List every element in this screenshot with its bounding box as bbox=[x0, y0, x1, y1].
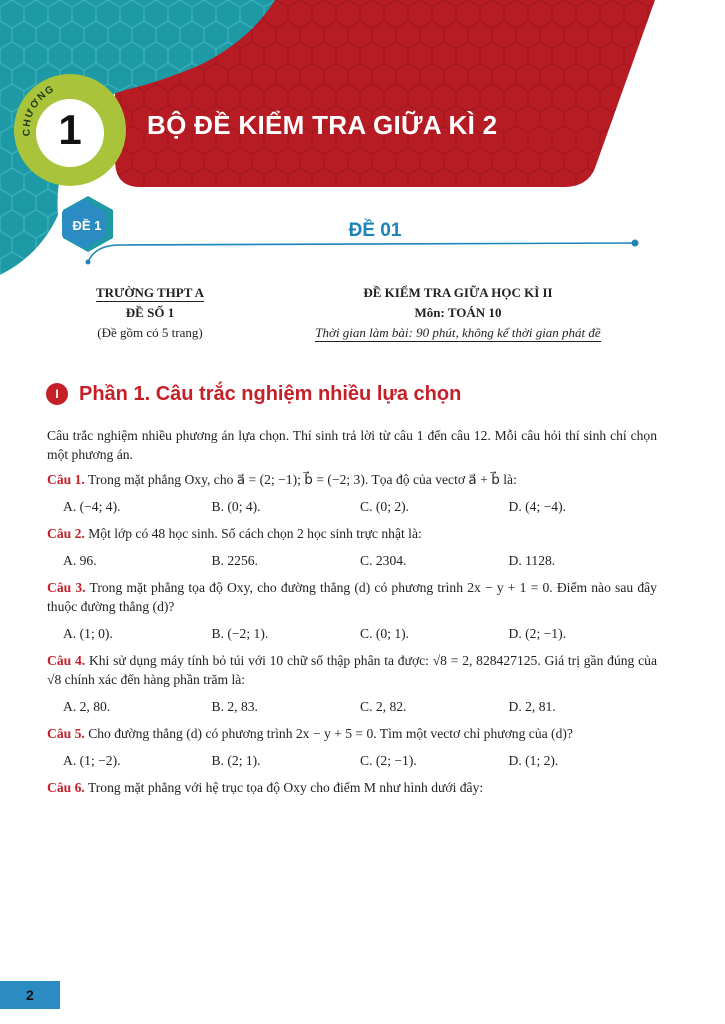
answer-option: A. 2, 80. bbox=[63, 699, 111, 714]
exam-header-left bbox=[70, 283, 230, 343]
section-heading bbox=[46, 380, 461, 408]
answer-option: D. (2; −1). bbox=[508, 626, 567, 641]
exam-name: ĐỀ KIỂM TRA GIỮA HỌC KÌ II bbox=[363, 285, 553, 300]
question-label: Câu 1. bbox=[47, 472, 85, 487]
answer-option: A. (1; −2). bbox=[63, 753, 121, 768]
question-text: Cho đường thẳng (d) có phương trình 2x − y + 5 = 0. Tìm một vectơ chỉ phương của (d)? bbox=[88, 726, 573, 741]
answer-option: B. 2256. bbox=[211, 553, 258, 568]
question-label: Câu 6. bbox=[47, 780, 85, 795]
answer-option: A. 96. bbox=[63, 553, 97, 568]
school-name: TRƯỜNG THPT A bbox=[95, 285, 205, 300]
svg-text:CHƯƠNG: CHƯƠNG bbox=[21, 83, 57, 137]
answer-option: D. 2, 81. bbox=[508, 699, 556, 714]
answer-options bbox=[63, 551, 657, 570]
question-text: Khi sử dụng máy tính bỏ túi với 10 chữ số thập phân ta được: √8 = 2, 828427125. Giá trị gần đúng của √8 chính xác đến hàng phần trăm là: bbox=[47, 653, 657, 687]
section-number-badge: I bbox=[46, 383, 68, 405]
answer-option: B. 2, 83. bbox=[211, 699, 258, 714]
answer-options bbox=[63, 751, 657, 770]
question-2 bbox=[47, 524, 657, 543]
question-text: Một lớp có 48 học sinh. Số cách chọn 2 học sinh trực nhật là: bbox=[88, 526, 422, 541]
exam-code: ĐỀ SỐ 1 bbox=[125, 305, 175, 320]
page-count-note: (Đề gồm có 5 trang) bbox=[97, 325, 203, 340]
answer-option: A. (−4; 4). bbox=[63, 499, 121, 514]
section-title: Phần 1. Câu trắc nghiệm nhiều lựa chọn bbox=[79, 382, 462, 405]
answer-options bbox=[63, 697, 657, 716]
question-6 bbox=[47, 778, 657, 797]
answer-option: C. (0; 2). bbox=[360, 499, 410, 514]
chapter-title: BỘ ĐỀ KIỂM TRA GIỮA KÌ 2 bbox=[147, 110, 498, 140]
answer-option: A. (1; 0). bbox=[63, 626, 113, 641]
question-label: Câu 4. bbox=[47, 653, 86, 668]
question-text: Trong mặt phẳng Oxy, cho a⃗ = (2; −1); b⃗ = (−2; 3). Tọa độ của vectơ a⃗ + b⃗ là: bbox=[87, 472, 517, 487]
answer-options bbox=[63, 497, 657, 516]
question-5 bbox=[47, 724, 657, 743]
question-label: Câu 3. bbox=[47, 580, 86, 595]
chapter-number: 1 bbox=[58, 106, 82, 153]
answer-option: C. (0; 1). bbox=[360, 626, 410, 641]
question-text: Trong mặt phẳng với hệ trục tọa độ Oxy cho điểm M như hình dưới đây: bbox=[87, 780, 484, 795]
answer-option: C. 2304. bbox=[360, 553, 407, 568]
answer-option: C. (2; −1). bbox=[360, 753, 417, 768]
answer-option: D. (4; −4). bbox=[508, 499, 567, 514]
exam-time: Thời gian làm bài: 90 phút, không kể thời gian phát đề bbox=[315, 325, 601, 340]
answer-option: B. (2; 1). bbox=[211, 753, 261, 768]
question-label: Câu 2. bbox=[47, 526, 85, 541]
answer-option: D. 1128. bbox=[508, 553, 556, 568]
answer-options bbox=[63, 624, 657, 643]
page-number: 2 bbox=[0, 981, 60, 1009]
question-list bbox=[47, 426, 657, 797]
question-4 bbox=[47, 651, 657, 689]
exam-title: ĐỀ 01 bbox=[348, 220, 402, 241]
exam-badge: ĐỀ 1 bbox=[72, 218, 102, 233]
answer-option: D. (1; 2). bbox=[508, 753, 559, 768]
question-3 bbox=[47, 578, 657, 616]
section-intro: Câu trắc nghiệm nhiều phương án lựa chọn. Thí sinh trả lời từ câu 1 đến câu 12. Mỗi câu hỏi thí sinh chỉ chọn một phương án. bbox=[47, 428, 657, 462]
exam-header-right bbox=[283, 283, 633, 343]
exam-subject: Môn: TOÁN 10 bbox=[414, 305, 502, 320]
question-1 bbox=[47, 470, 657, 489]
answer-option: C. 2, 82. bbox=[360, 699, 407, 714]
answer-option: B. (−2; 1). bbox=[211, 626, 269, 641]
answer-option: B. (0; 4). bbox=[211, 499, 261, 514]
question-label: Câu 5. bbox=[47, 726, 85, 741]
question-text: Trong mặt phẳng tọa độ Oxy, cho đường thẳng (d) có phương trình 2x − y + 1 = 0. Điểm nào sau đây thuộc đường thẳng (d)? bbox=[47, 580, 657, 614]
